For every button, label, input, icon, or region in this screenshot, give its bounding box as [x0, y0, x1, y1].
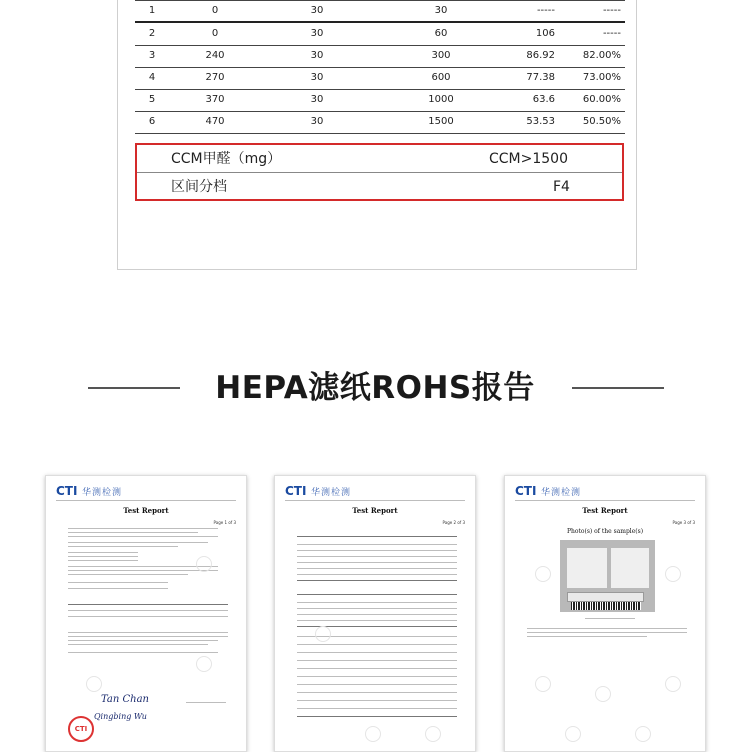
- table-row: [135, 0, 625, 22]
- report-page-3[interactable]: [504, 475, 706, 752]
- ccm-value: CCM>1500: [489, 151, 568, 167]
- cti-logo: CTI: [285, 484, 307, 498]
- cell-cumulative: 600: [431, 72, 451, 83]
- cell-no: 5: [148, 94, 156, 105]
- cell-concentration: 53.53: [526, 116, 555, 127]
- watermark-icon: [315, 626, 331, 642]
- cell-volume: 30: [310, 116, 324, 127]
- table-rule: [297, 676, 457, 677]
- text-line: [68, 536, 218, 537]
- watermark-icon: [535, 676, 551, 692]
- table-row: [135, 67, 625, 89]
- table-rule: [297, 550, 457, 551]
- ruler: [567, 592, 644, 602]
- table-rule: [297, 614, 457, 615]
- table-rule: [297, 708, 457, 709]
- table-rule: [297, 668, 457, 669]
- grade-value: F4: [553, 179, 570, 195]
- ccm-row: [137, 145, 622, 173]
- table-rule: [297, 700, 457, 701]
- watermark-icon: [635, 726, 651, 742]
- cell-efficiency: 60.00%: [582, 94, 621, 105]
- barcode: [571, 602, 641, 610]
- grade-row: [137, 173, 622, 201]
- text-line: [68, 582, 168, 583]
- text-line: [68, 542, 208, 543]
- header-rule: [56, 500, 236, 501]
- watermark-icon: [665, 676, 681, 692]
- cell-efficiency: -----: [602, 5, 621, 16]
- table-rule: [297, 608, 457, 609]
- text-line: [527, 636, 647, 637]
- cell-time: 0: [211, 5, 219, 16]
- header-rule: [285, 500, 465, 501]
- text-line: [68, 528, 218, 529]
- cell-time: 0: [211, 28, 219, 39]
- report-title: Test Report: [123, 506, 169, 515]
- table-rule: [135, 133, 625, 134]
- cti-logo-cn: 华测检测: [311, 488, 352, 498]
- cti-logo-cn: 华测检测: [82, 488, 123, 498]
- report-title: Test Report: [352, 506, 398, 515]
- cell-volume: 30: [310, 72, 324, 83]
- ccm-label: CCM甲醛（mg）: [171, 151, 282, 167]
- text-line: [68, 644, 208, 645]
- table-rule: [297, 562, 457, 563]
- cell-time: 240: [205, 50, 225, 61]
- cell-cumulative: 30: [434, 5, 448, 16]
- table-rule: [297, 644, 457, 645]
- table-rule: [297, 544, 457, 545]
- signature: Qingbing Wu: [94, 712, 147, 721]
- table-rule: [68, 604, 228, 605]
- cell-volume: 30: [310, 50, 324, 61]
- report-title: Test Report: [582, 506, 628, 515]
- table-rule: [297, 594, 457, 595]
- table-row: [135, 23, 625, 45]
- cell-concentration: 86.92: [526, 50, 555, 61]
- table-rule: [68, 616, 228, 617]
- text-line: [68, 552, 138, 553]
- cell-concentration: -----: [536, 5, 555, 16]
- cell-concentration: 63.6: [532, 94, 555, 105]
- cell-concentration: 106: [535, 28, 555, 39]
- cell-time: 470: [205, 116, 225, 127]
- text-line: [527, 628, 687, 629]
- cell-no: 3: [148, 50, 156, 61]
- watermark-icon: [86, 676, 102, 692]
- photo-title: Photo(s) of the sample(s): [566, 528, 644, 535]
- report-page-2[interactable]: [274, 475, 476, 752]
- table-rule: [297, 660, 457, 661]
- text-line: [68, 556, 138, 557]
- table-row: [135, 89, 625, 111]
- cell-cumulative: 300: [431, 50, 451, 61]
- sample-swatch: [611, 548, 649, 588]
- table-row: [135, 45, 625, 67]
- table-rule: [297, 620, 457, 621]
- text-line: [68, 546, 178, 547]
- watermark-icon: [425, 726, 441, 742]
- table-row: [135, 111, 625, 133]
- signature: Tan Chan: [101, 694, 149, 705]
- text-line: [68, 652, 218, 653]
- cell-efficiency: 82.00%: [582, 50, 621, 61]
- text-line: [68, 560, 138, 561]
- title-decor-line-right: [572, 387, 664, 389]
- table-rule: [297, 716, 457, 717]
- watermark-icon: [565, 726, 581, 742]
- text-line: [68, 588, 168, 589]
- header-rule: [515, 500, 695, 501]
- cti-logo: CTI: [56, 484, 78, 498]
- report-page-number: Page 3 of 3: [672, 520, 695, 525]
- text-line: [68, 632, 228, 633]
- cell-efficiency: 50.50%: [582, 116, 621, 127]
- cell-efficiency: -----: [602, 28, 621, 39]
- watermark-icon: [665, 566, 681, 582]
- cell-efficiency: 73.00%: [582, 72, 621, 83]
- cell-cumulative: 60: [434, 28, 448, 39]
- cti-logo-cn: 华测检测: [541, 488, 582, 498]
- caption-line: [585, 618, 635, 619]
- cti-stamp: CTI: [68, 716, 94, 742]
- text-line: [68, 636, 228, 637]
- text-line: [68, 640, 218, 641]
- watermark-icon: [365, 726, 381, 742]
- table-rule: [297, 574, 457, 575]
- table-rule: [297, 556, 457, 557]
- ccm-highlight-box: [135, 143, 624, 201]
- signature-line: [186, 702, 226, 703]
- report-page-number: Page 1 of 3: [213, 520, 236, 525]
- watermark-icon: [196, 656, 212, 672]
- text-line: [68, 532, 198, 533]
- table-rule: [297, 568, 457, 569]
- text-line: [68, 574, 188, 575]
- cell-no: 2: [148, 28, 156, 39]
- cell-volume: 30: [310, 28, 324, 39]
- table-rule: [297, 536, 457, 537]
- table-rule: [297, 692, 457, 693]
- cell-volume: 30: [310, 5, 324, 16]
- watermark-icon: [535, 566, 551, 582]
- sample-swatch: [567, 548, 607, 588]
- cell-concentration: 77.38: [526, 72, 555, 83]
- cell-no: 6: [148, 116, 156, 127]
- cell-cumulative: 1500: [428, 116, 454, 127]
- cell-cumulative: 1000: [428, 94, 454, 105]
- section-title: HEPA滤纸ROHS报告: [215, 370, 535, 406]
- table-rule: [297, 684, 457, 685]
- watermark-icon: [196, 556, 212, 572]
- table-rule: [297, 652, 457, 653]
- table-rule: [68, 610, 228, 611]
- cell-time: 370: [205, 94, 225, 105]
- report-page-number: Page 2 of 3: [442, 520, 465, 525]
- text-line: [68, 570, 218, 571]
- watermark-icon: [595, 686, 611, 702]
- grade-label: 区间分档: [171, 179, 227, 195]
- cell-time: 270: [205, 72, 225, 83]
- cell-no: 1: [148, 5, 156, 16]
- table-rule: [297, 580, 457, 581]
- table-rule: [297, 602, 457, 603]
- cti-logo: CTI: [515, 484, 537, 498]
- cell-volume: 30: [310, 94, 324, 105]
- report-page-1[interactable]: [45, 475, 247, 752]
- cell-no: 4: [148, 72, 156, 83]
- text-line: [527, 632, 687, 633]
